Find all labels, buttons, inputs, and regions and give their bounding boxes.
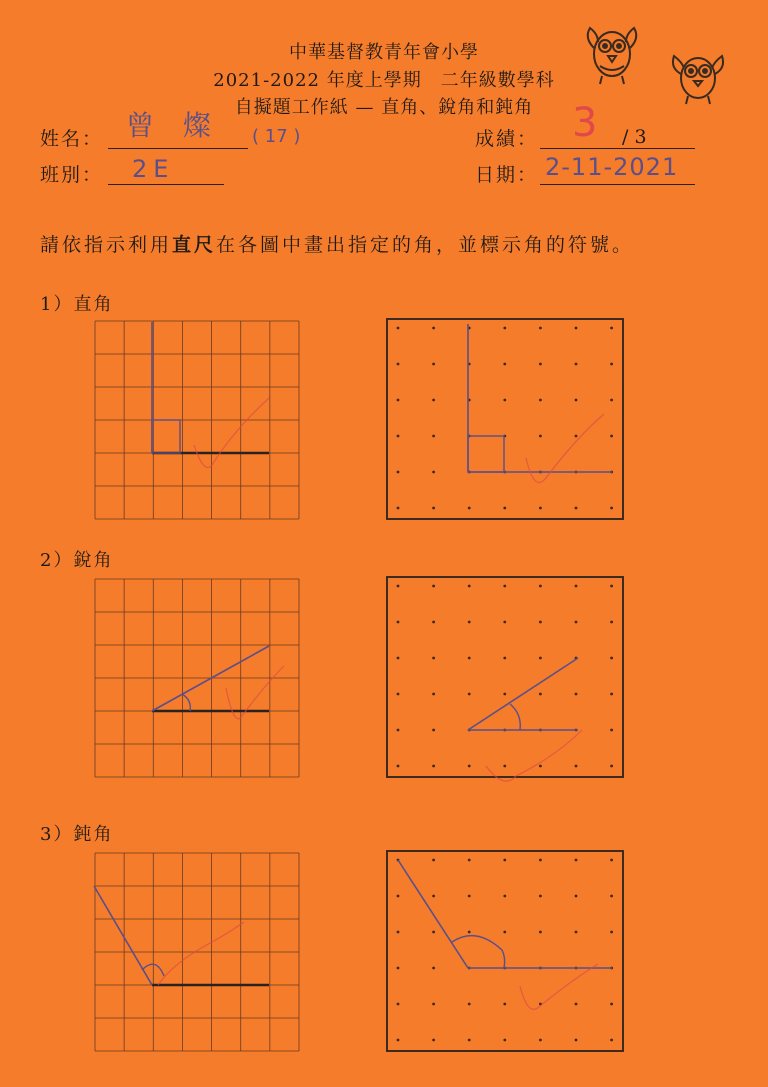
name-value: 曾 燦 [126,109,221,142]
instruction-ruler: 直尺 [172,234,217,256]
score-label: 成績： [475,128,539,150]
instruction [40,230,634,257]
name-label: 姓名： [40,128,104,150]
section-label-obtuse-angle: 3）鈍角 [40,824,114,845]
instruction-text: 請依指示利用 [40,234,173,256]
instruction-text: 在各圖中畫出指定的角，並標示角的符號。 [216,234,635,256]
drawn-obtuse-angle-2 [386,850,624,1052]
school-name: 中華基督教青年會小學 [289,42,479,63]
class-value: 2E [132,155,175,183]
drawn-obtuse-angle-1 [94,852,300,1052]
class-number: ( 17 ) [252,126,301,147]
term-subject: 2021-2022 年度上學期 二年級數學科 [213,70,555,91]
section-label-right-angle: 1）直角 [40,294,114,315]
section-label-acute-angle: 2）銳角 [40,550,114,571]
worksheet-title: 自擬題工作紙 — 直角、銳角和鈍角 [234,97,534,118]
drawn-right-angle-1 [94,320,300,520]
drawn-right-angle-2 [386,318,624,520]
score-line [540,122,695,149]
date-label: 日期： [475,164,539,186]
class-label: 班別： [40,164,104,186]
drawn-acute-angle-2 [386,576,624,778]
mascot-owl-icon [666,44,730,108]
score-value: 3 [572,100,598,146]
mascot-owl-icon [580,18,644,88]
date-value: 2-11-2021 [545,153,679,181]
score-total: / 3 [622,126,647,148]
drawn-acute-angle-1 [94,578,300,778]
